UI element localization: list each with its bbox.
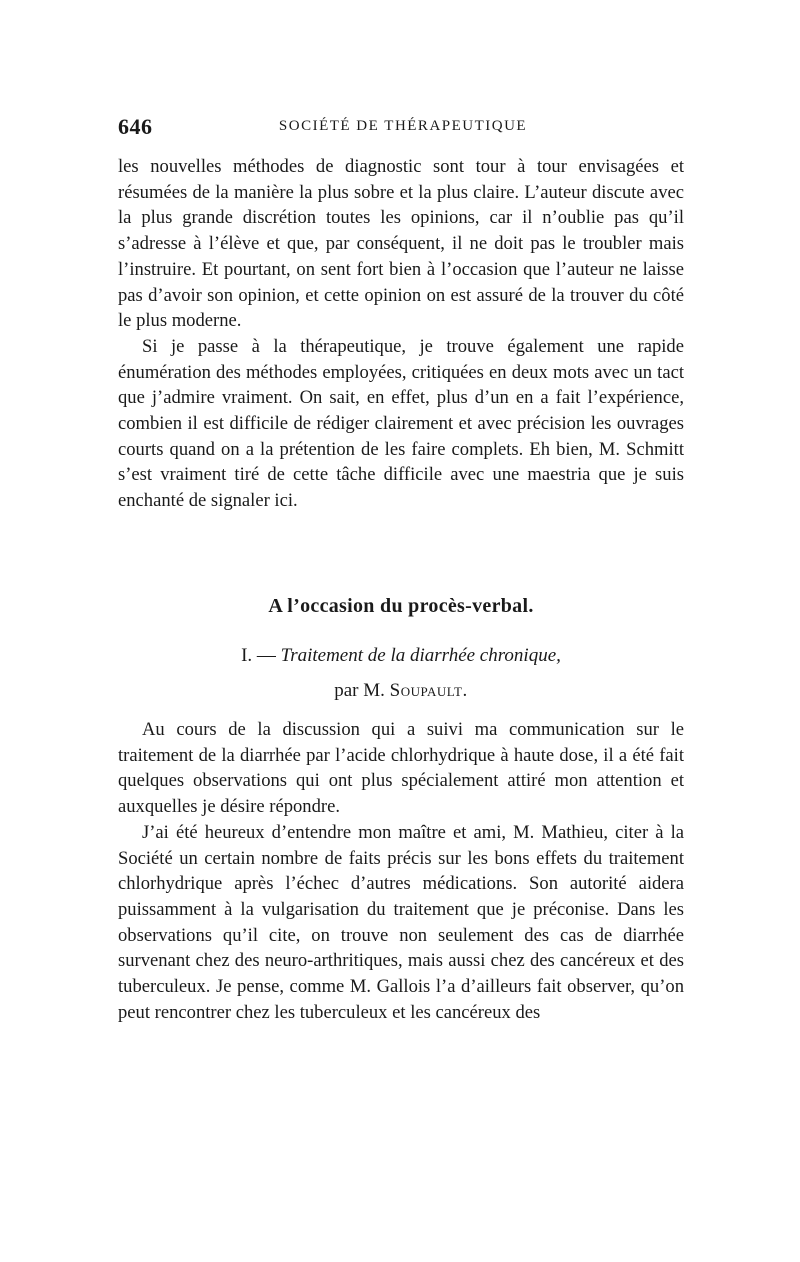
author-prefix: par M. bbox=[334, 680, 385, 701]
body-text-top bbox=[118, 154, 684, 514]
body-text-bottom bbox=[118, 717, 684, 1025]
running-head: SOCIÉTÉ DE THÉRAPEUTIQUE bbox=[278, 118, 528, 134]
paragraph: Si je passe à la thérapeutique, je trouve également une rapide énumération des méthodes employées, critiquées en deux mots avec un tact que j’admire vraiment. On sait, en effet, plus d’un en a fait l’expérience, combien il est difficile de rédiger clairement et avec précision les ouvrages courts quand on a la prétention de les faire complets. Eh bien, M. Schmitt s’est vraiment tiré de cette tâche difficile avec une maestria que je suis enchanté de signaler ici. bbox=[118, 335, 684, 512]
section-title: A l’occasion du procès-verbal. bbox=[268, 595, 534, 617]
article-number: I. — bbox=[241, 645, 276, 666]
author-name: Soupault. bbox=[389, 680, 468, 701]
author-line bbox=[118, 680, 684, 702]
article-heading bbox=[118, 645, 684, 667]
paragraph: les nouvelles méthodes de diagnostic sont tour à tour envisagées et résumées de la manière la plus sobre et la plus claire. L’auteur discute avec la plus grande discrétion toutes les opinions, car il n’oublie pas qu’il s’adresse à l’élève et que, par conséquent, il ne doit pas le troubler mais l’instruire. Et pourtant, on sent fort bien à l’occasion que l’auteur ne laisse pas d’avoir son opinion, et cette opinion on est assuré de la trouver du côté le plus moderne. bbox=[118, 156, 684, 332]
page-header bbox=[118, 114, 688, 144]
page-number: 646 bbox=[118, 114, 153, 139]
article-title: Traitement de la diarrhée chronique, bbox=[280, 645, 561, 666]
paragraph: J’ai été heureux d’entendre mon maître et ami, M. Mathieu, citer à la Société un certain nombre de faits précis sur les bons effets du traitement chlorhydrique après l’échec d’autres médications. Son autorité aidera puissamment à la vulgarisation du traitement que je préconise. Dans les observations qu’il cite, on trouve non seulement des cas de diarrhée survenant chez des neuro-arthritiques, mais aussi chez des cancéreux et des tuberculeux. Je pense, comme M. Gallois l’a d’ailleurs fait observer, qu’on peut rencontrer chez les tuberculeux et les cancéreux des bbox=[118, 821, 684, 1023]
paragraph: Au cours de la discussion qui a suivi ma communication sur le traitement de la diarrhée par l’acide chlorhydrique à haute dose, il a été fait quelques observations qui ont plus spécialement attiré mon attention et auxquelles je désire répondre. bbox=[118, 719, 684, 818]
